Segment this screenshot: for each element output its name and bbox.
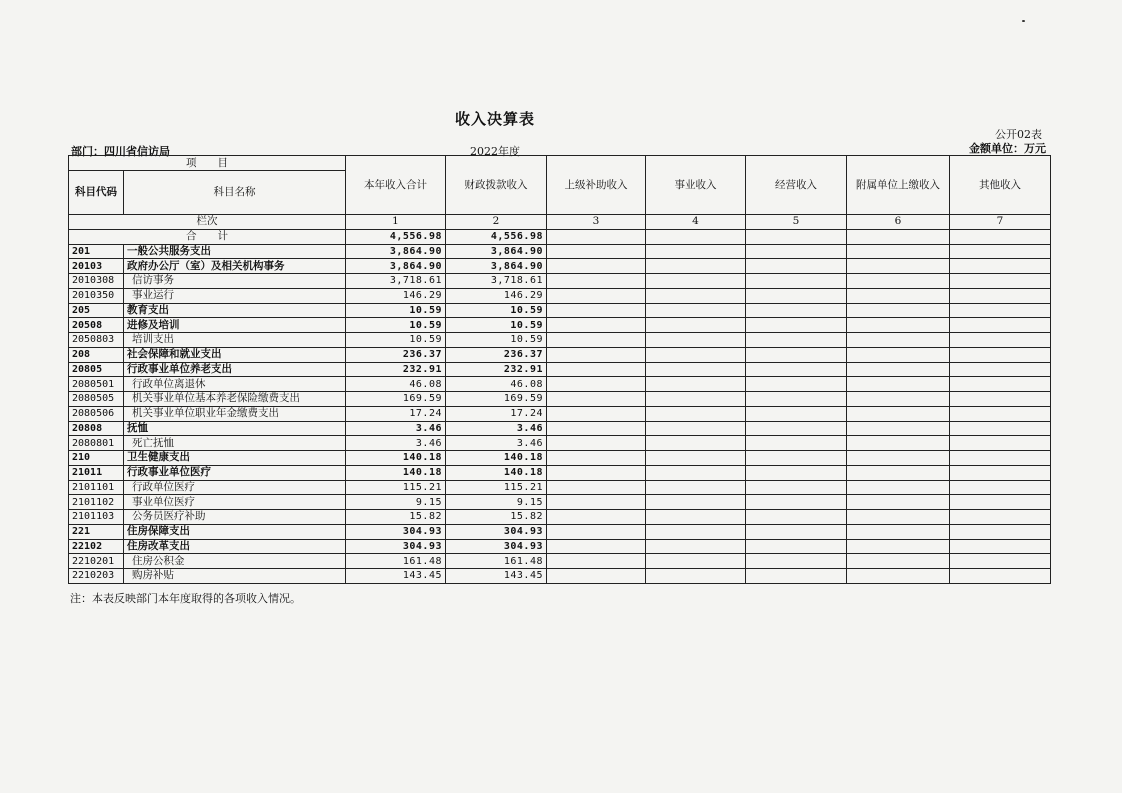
row-empty-cell (746, 495, 847, 510)
table-row (69, 495, 1051, 510)
table-row (69, 451, 1051, 466)
table-row (69, 436, 1051, 451)
row-empty-cell (646, 510, 746, 525)
table-row (69, 362, 1051, 377)
row-empty-cell (646, 333, 746, 348)
table-row (69, 274, 1051, 289)
row-empty-cell (547, 465, 646, 480)
row-empty-cell (746, 406, 847, 421)
col-num-3: 3 (547, 215, 646, 230)
row-empty-cell (847, 524, 950, 539)
row-code: 22102 (69, 539, 124, 554)
row-value-2: 161.48 (446, 554, 547, 569)
row-empty-cell (847, 392, 950, 407)
row-empty-cell (847, 259, 950, 274)
row-empty-cell (950, 333, 1051, 348)
row-value-2: 236.37 (446, 347, 547, 362)
row-code: 2010308 (69, 274, 124, 289)
total-row (69, 229, 1051, 244)
col-num-2: 2 (446, 215, 547, 230)
table-row (69, 406, 1051, 421)
row-value-1: 304.93 (346, 524, 446, 539)
row-empty-cell (950, 480, 1051, 495)
table-row (69, 569, 1051, 584)
row-empty-cell (646, 495, 746, 510)
table-row (69, 347, 1051, 362)
row-empty-cell (547, 288, 646, 303)
header-code: 科目代码 (69, 171, 124, 215)
row-value-2: 232.91 (446, 362, 547, 377)
row-name: 机关事业单位职业年金缴费支出 (124, 406, 346, 421)
table-row (69, 303, 1051, 318)
row-empty-cell (950, 569, 1051, 584)
row-value-1: 9.15 (346, 495, 446, 510)
row-empty-cell (950, 524, 1051, 539)
row-code: 20805 (69, 362, 124, 377)
row-empty-cell (746, 303, 847, 318)
row-empty-cell (847, 465, 950, 480)
row-value-1: 10.59 (346, 303, 446, 318)
row-value-1: 3.46 (346, 436, 446, 451)
row-empty-cell (950, 259, 1051, 274)
row-empty-cell (746, 539, 847, 554)
row-value-1: 3.46 (346, 421, 446, 436)
row-empty-cell (646, 303, 746, 318)
row-name: 住房改革支出 (124, 539, 346, 554)
row-empty-cell (847, 554, 950, 569)
row-code: 208 (69, 347, 124, 362)
table-row (69, 333, 1051, 348)
row-value-1: 17.24 (346, 406, 446, 421)
row-empty-cell (847, 436, 950, 451)
department-label: 部门：四川省信访局 (71, 145, 170, 158)
row-empty-cell (847, 333, 950, 348)
row-empty-cell (950, 554, 1051, 569)
row-empty-cell (746, 318, 847, 333)
row-value-1: 143.45 (346, 569, 446, 584)
row-code: 2101101 (69, 480, 124, 495)
row-code: 21011 (69, 465, 124, 480)
row-value-2: 146.29 (446, 288, 547, 303)
row-name: 社会保障和就业支出 (124, 347, 346, 362)
row-empty-cell (950, 392, 1051, 407)
row-name: 教育支出 (124, 303, 346, 318)
row-code: 2101102 (69, 495, 124, 510)
row-empty-cell (646, 421, 746, 436)
header-col-1: 本年收入合计 (346, 156, 446, 215)
row-value-2: 46.08 (446, 377, 547, 392)
row-empty-cell (950, 421, 1051, 436)
row-empty-cell (847, 274, 950, 289)
table-row (69, 539, 1051, 554)
row-name: 行政单位医疗 (124, 480, 346, 495)
row-code: 221 (69, 524, 124, 539)
row-empty-cell (950, 406, 1051, 421)
header-col-7: 其他收入 (950, 156, 1051, 215)
table-row (69, 465, 1051, 480)
table-row (69, 244, 1051, 259)
column-number-row (69, 215, 1051, 230)
table-row (69, 259, 1051, 274)
table-row (69, 377, 1051, 392)
col-num-1: 1 (346, 215, 446, 230)
row-empty-cell (847, 569, 950, 584)
row-empty-cell (646, 377, 746, 392)
fiscal-year: 2022年度 (470, 145, 520, 158)
row-name: 行政事业单位养老支出 (124, 362, 346, 377)
row-empty-cell (646, 347, 746, 362)
row-code: 2210201 (69, 554, 124, 569)
row-name: 事业单位医疗 (124, 495, 346, 510)
row-empty-cell (547, 451, 646, 466)
row-code: 210 (69, 451, 124, 466)
row-value-2: 9.15 (446, 495, 547, 510)
header-row-item (69, 156, 1051, 171)
row-empty-cell (847, 288, 950, 303)
row-name: 政府办公厅（室）及相关机构事务 (124, 259, 346, 274)
row-empty-cell (646, 244, 746, 259)
row-code: 2080801 (69, 436, 124, 451)
table-row (69, 554, 1051, 569)
row-value-2: 140.18 (446, 451, 547, 466)
row-name: 一般公共服务支出 (124, 244, 346, 259)
row-empty-cell (646, 392, 746, 407)
row-value-2: 304.93 (446, 539, 547, 554)
row-empty-cell (847, 480, 950, 495)
row-code: 2101103 (69, 510, 124, 525)
table-row (69, 318, 1051, 333)
row-empty-cell (547, 318, 646, 333)
row-value-1: 304.93 (346, 539, 446, 554)
row-code: 20103 (69, 259, 124, 274)
row-empty-cell (547, 347, 646, 362)
row-value-1: 232.91 (346, 362, 446, 377)
row-value-1: 3,864.90 (346, 259, 446, 274)
row-value-2: 304.93 (446, 524, 547, 539)
row-label: 栏次 (69, 215, 346, 230)
row-empty-cell (547, 436, 646, 451)
row-empty-cell (547, 259, 646, 274)
table-row (69, 480, 1051, 495)
total-label: 合 计 (69, 229, 346, 244)
row-empty-cell (847, 451, 950, 466)
header-col-5: 经营收入 (746, 156, 847, 215)
row-value-2: 115.21 (446, 480, 547, 495)
row-name: 行政事业单位医疗 (124, 465, 346, 480)
row-empty-cell (847, 539, 950, 554)
row-empty-cell (646, 436, 746, 451)
row-value-1: 146.29 (346, 288, 446, 303)
row-value-2: 17.24 (446, 406, 547, 421)
row-empty-cell (547, 377, 646, 392)
row-empty-cell (547, 524, 646, 539)
row-value-2: 10.59 (446, 333, 547, 348)
row-value-1: 161.48 (346, 554, 446, 569)
row-empty-cell (746, 436, 847, 451)
row-empty-cell (547, 244, 646, 259)
row-empty-cell (547, 569, 646, 584)
row-empty-cell (950, 465, 1051, 480)
amount-unit: 金额单位：万元 (969, 142, 1046, 155)
scan-speck (1022, 20, 1025, 22)
row-empty-cell (646, 465, 746, 480)
row-empty-cell (746, 362, 847, 377)
row-value-1: 10.59 (346, 318, 446, 333)
row-code: 20508 (69, 318, 124, 333)
row-name: 死亡抚恤 (124, 436, 346, 451)
row-empty-cell (746, 524, 847, 539)
row-value-2: 169.59 (446, 392, 547, 407)
row-name: 行政单位离退休 (124, 377, 346, 392)
row-value-2: 143.45 (446, 569, 547, 584)
table-row (69, 288, 1051, 303)
row-empty-cell (746, 421, 847, 436)
row-value-2: 3,718.61 (446, 274, 547, 289)
row-name: 卫生健康支出 (124, 451, 346, 466)
row-empty-cell (646, 554, 746, 569)
table-row (69, 524, 1051, 539)
row-empty-cell (847, 347, 950, 362)
header-name: 科目名称 (124, 171, 346, 215)
row-empty-cell (847, 318, 950, 333)
row-empty-cell (746, 274, 847, 289)
row-empty-cell (746, 465, 847, 480)
row-value-1: 3,864.90 (346, 244, 446, 259)
header-col-6: 附属单位上缴收入 (847, 156, 950, 215)
total-value-1: 4,556.98 (346, 229, 446, 244)
row-empty-cell (847, 244, 950, 259)
row-empty-cell (847, 303, 950, 318)
row-empty-cell (746, 451, 847, 466)
row-empty-cell (547, 480, 646, 495)
row-empty-cell (950, 274, 1051, 289)
row-value-2: 15.82 (446, 510, 547, 525)
row-value-2: 3,864.90 (446, 244, 547, 259)
row-empty-cell (950, 303, 1051, 318)
col-num-5: 5 (746, 215, 847, 230)
row-value-1: 169.59 (346, 392, 446, 407)
row-code: 205 (69, 303, 124, 318)
table-note: 注：本表反映部门本年度取得的各项收入情况。 (70, 592, 301, 605)
row-code: 2010350 (69, 288, 124, 303)
row-empty-cell (547, 510, 646, 525)
row-code: 201 (69, 244, 124, 259)
row-empty-cell (746, 510, 847, 525)
row-empty-cell (950, 539, 1051, 554)
row-value-2: 3.46 (446, 421, 547, 436)
row-empty-cell (646, 362, 746, 377)
row-empty-cell (847, 362, 950, 377)
row-empty-cell (746, 569, 847, 584)
col-num-4: 4 (646, 215, 746, 230)
row-empty-cell (746, 480, 847, 495)
row-empty-cell (646, 569, 746, 584)
row-name: 公务员医疗补助 (124, 510, 346, 525)
row-name: 住房公积金 (124, 554, 346, 569)
header-col-2: 财政拨款收入 (446, 156, 547, 215)
header-item: 项 目 (69, 156, 346, 171)
row-name: 住房保障支出 (124, 524, 346, 539)
header-col-3: 上级补助收入 (547, 156, 646, 215)
row-empty-cell (746, 377, 847, 392)
row-empty-cell (847, 510, 950, 525)
row-value-1: 140.18 (346, 465, 446, 480)
row-code: 20808 (69, 421, 124, 436)
row-code: 2080505 (69, 392, 124, 407)
row-value-2: 140.18 (446, 465, 547, 480)
row-empty-cell (950, 362, 1051, 377)
row-empty-cell (847, 406, 950, 421)
page-title: 收入决算表 (454, 110, 535, 128)
row-value-2: 3,864.90 (446, 259, 547, 274)
row-code: 2080501 (69, 377, 124, 392)
row-empty-cell (547, 406, 646, 421)
row-value-1: 236.37 (346, 347, 446, 362)
row-value-2: 3.46 (446, 436, 547, 451)
col-num-6: 6 (847, 215, 950, 230)
row-code: 2050803 (69, 333, 124, 348)
row-empty-cell (646, 274, 746, 289)
row-name: 进修及培训 (124, 318, 346, 333)
row-code: 2210203 (69, 569, 124, 584)
income-table (68, 155, 1051, 584)
row-empty-cell (547, 362, 646, 377)
row-name: 事业运行 (124, 288, 346, 303)
row-value-1: 10.59 (346, 333, 446, 348)
row-empty-cell (746, 347, 847, 362)
row-empty-cell (746, 259, 847, 274)
row-name: 机关事业单位基本养老保险缴费支出 (124, 392, 346, 407)
row-name: 培训支出 (124, 333, 346, 348)
row-empty-cell (950, 318, 1051, 333)
row-empty-cell (547, 392, 646, 407)
row-value-1: 115.21 (346, 480, 446, 495)
row-empty-cell (950, 244, 1051, 259)
row-empty-cell (950, 377, 1051, 392)
row-name: 信访事务 (124, 274, 346, 289)
row-empty-cell (646, 259, 746, 274)
row-empty-cell (746, 333, 847, 348)
row-value-1: 3,718.61 (346, 274, 446, 289)
row-empty-cell (950, 451, 1051, 466)
row-empty-cell (646, 539, 746, 554)
col-num-7: 7 (950, 215, 1051, 230)
row-empty-cell (547, 303, 646, 318)
row-empty-cell (646, 406, 746, 421)
row-empty-cell (950, 288, 1051, 303)
row-empty-cell (547, 495, 646, 510)
row-name: 购房补贴 (124, 569, 346, 584)
form-number: 公开02表 (995, 128, 1042, 141)
table-row (69, 510, 1051, 525)
row-empty-cell (547, 333, 646, 348)
row-empty-cell (646, 480, 746, 495)
row-empty-cell (547, 274, 646, 289)
row-empty-cell (746, 392, 847, 407)
row-empty-cell (847, 421, 950, 436)
table-row (69, 392, 1051, 407)
row-empty-cell (746, 244, 847, 259)
row-value-1: 15.82 (346, 510, 446, 525)
row-empty-cell (847, 495, 950, 510)
row-empty-cell (646, 451, 746, 466)
row-empty-cell (646, 318, 746, 333)
row-empty-cell (746, 288, 847, 303)
row-empty-cell (746, 554, 847, 569)
row-code: 2080506 (69, 406, 124, 421)
row-empty-cell (950, 510, 1051, 525)
table-row (69, 421, 1051, 436)
row-empty-cell (547, 421, 646, 436)
row-empty-cell (547, 554, 646, 569)
total-value-2: 4,556.98 (446, 229, 547, 244)
row-empty-cell (950, 347, 1051, 362)
row-empty-cell (847, 377, 950, 392)
row-name: 抚恤 (124, 421, 346, 436)
row-empty-cell (646, 288, 746, 303)
row-value-2: 10.59 (446, 303, 547, 318)
row-empty-cell (950, 495, 1051, 510)
row-value-2: 10.59 (446, 318, 547, 333)
row-empty-cell (950, 436, 1051, 451)
row-value-1: 140.18 (346, 451, 446, 466)
header-col-4: 事业收入 (646, 156, 746, 215)
row-empty-cell (547, 539, 646, 554)
row-value-1: 46.08 (346, 377, 446, 392)
row-empty-cell (646, 524, 746, 539)
